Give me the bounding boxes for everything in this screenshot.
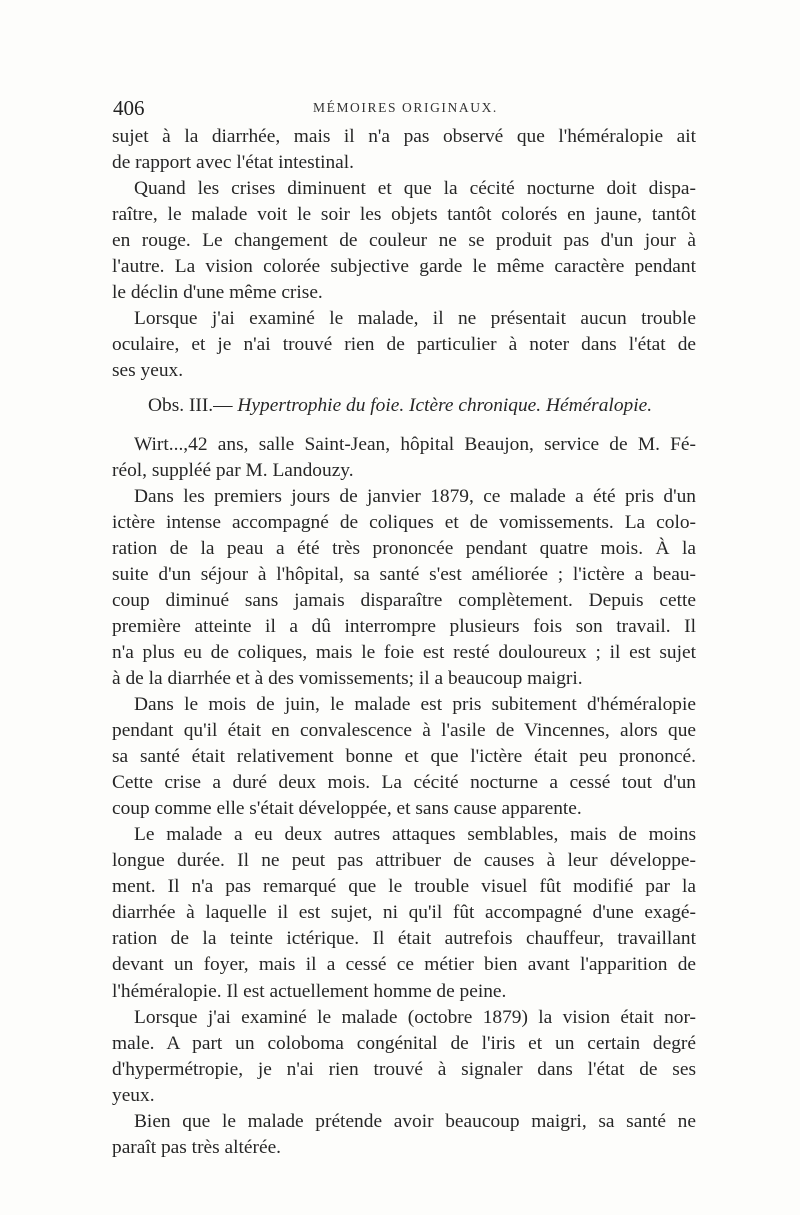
text-line: pendant qu'il était en convalescence à l'asile de Vincennes, alors que xyxy=(112,720,696,742)
text-line: Lorsque j'ai examiné le malade, il ne présentait aucun trouble xyxy=(134,308,696,330)
text-line: Bien que le malade prétende avoir beaucoup maigri, sa santé ne xyxy=(134,1110,696,1132)
text-line: Wirt...,42 ans, salle Saint-Jean, hôpital Beaujon, service de M. Fé- xyxy=(134,433,696,455)
paragraph xyxy=(112,484,696,692)
text-line: Quand les crises diminuent et que la cécité nocturne doit dispa- xyxy=(134,178,696,200)
text-line: réol, suppléé par M. Landouzy. xyxy=(112,459,354,481)
text-line: première atteinte il a dû interrompre plusieurs fois son travail. Il xyxy=(112,615,696,637)
observation-heading xyxy=(112,393,696,419)
text-line: ration de la teinte ictérique. Il était autrefois chauffeur, travaillant xyxy=(112,928,696,950)
text-line: en rouge. Le changement de couleur ne se produit pas d'un jour à xyxy=(112,230,696,252)
text-line: ses yeux. xyxy=(112,360,184,382)
paragraph xyxy=(112,1005,696,1109)
text-line: paraît pas très altérée. xyxy=(112,1136,282,1158)
text-line: Dans le mois de juin, le malade est pris subitement d'héméralopie xyxy=(134,693,696,715)
text-line: suite d'un séjour à l'hôpital, sa santé s'est améliorée ; l'ictère a beau- xyxy=(112,563,696,585)
paragraph xyxy=(112,176,696,306)
text-line: Le malade a eu deux autres attaques semblables, mais de moins xyxy=(134,824,696,846)
paragraph xyxy=(112,822,696,1004)
paragraph xyxy=(112,432,696,484)
body-text xyxy=(112,124,696,1161)
running-title: MÉMOIRES ORIGINAUX. xyxy=(313,100,498,115)
observation-label: Obs. III.— xyxy=(148,395,233,417)
text-line: longue durée. Il ne peut pas attribuer de causes à leur développe- xyxy=(112,850,696,872)
text-line: n'a plus eu de coliques, mais le foie est resté douloureux ; il est sujet xyxy=(112,641,696,663)
paragraph xyxy=(112,1109,696,1161)
text-line: coup comme elle s'était développée, et sans cause apparente. xyxy=(112,798,582,820)
text-line: Lorsque j'ai examiné le malade (octobre 1879) la vision était nor- xyxy=(134,1006,696,1028)
text-line: d'hypermétropie, je n'ai rien trouvé à signaler dans l'état de ses xyxy=(112,1058,696,1080)
text-line: sujet à la diarrhée, mais il n'a pas observé que l'héméralopie ait xyxy=(112,126,696,147)
text-line: Cette crise a duré deux mois. La cécité nocturne a cessé tout d'un xyxy=(112,772,696,794)
paragraph xyxy=(112,124,696,176)
text-line: diarrhée à laquelle il est sujet, ni qu'il fût accompagné d'une exagé- xyxy=(112,902,696,924)
observation-title: Hypertrophie du foie. Ictère chronique. Héméralopie. xyxy=(237,395,653,417)
text-line: à de la diarrhée et à des vomissements; il a beaucoup maigri. xyxy=(112,667,583,689)
paragraph xyxy=(112,306,696,384)
page-number: 406 xyxy=(113,96,145,120)
text-line: oculaire, et je n'ai trouvé rien de particulier à noter dans l'état de xyxy=(112,334,696,356)
text-line: ment. Il n'a pas remarqué que le trouble visuel fût modifié par la xyxy=(112,876,696,898)
text-line: l'autre. La vision colorée subjective garde le même caractère pendant xyxy=(112,256,696,278)
text-line: ictère intense accompagné de coliques et de vomissements. La colo- xyxy=(112,511,696,533)
text-line: l'héméralopie. Il est actuellement homme de peine. xyxy=(112,980,507,1002)
text-line: coup diminué sans jamais disparaître complètement. Depuis cette xyxy=(112,589,696,611)
paragraph xyxy=(112,692,696,822)
text-line: Dans les premiers jours de janvier 1879, ce malade a été pris d'un xyxy=(134,485,696,507)
text-line: devant un foyer, mais il a cessé ce métier bien avant l'apparition de xyxy=(112,954,696,976)
text-line: male. A part un coloboma congénital de l'iris et un certain degré xyxy=(112,1032,696,1054)
text-line: ration de la peau a été très prononcée pendant quatre mois. À la xyxy=(112,537,696,559)
text-line: sa santé était relativement bonne et que l'ictère était peu prononcé. xyxy=(112,746,696,768)
text-line: raître, le malade voit le soir les objets tantôt colorés en jaune, tantôt xyxy=(112,204,696,226)
text-line: de rapport avec l'état intestinal. xyxy=(112,152,355,174)
running-header xyxy=(113,96,693,124)
text-line: le déclin d'une même crise. xyxy=(112,282,323,304)
text-line: yeux. xyxy=(112,1084,155,1106)
